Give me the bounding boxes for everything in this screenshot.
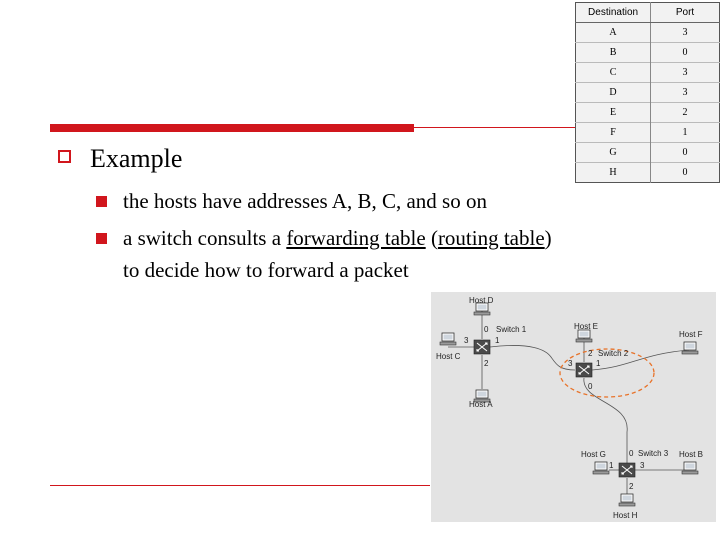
cell-destination: B — [576, 43, 651, 63]
header-port: Port — [651, 3, 720, 23]
cell-destination: F — [576, 123, 651, 143]
host-f-label: Host F — [679, 330, 703, 339]
host-b-label: Host B — [679, 450, 704, 459]
footer-rule — [50, 485, 430, 486]
host-d-label: Host D — [469, 296, 494, 305]
bullet-switch-prefix: a switch consults a — [123, 226, 287, 250]
host-h-icon — [619, 494, 635, 506]
cell-destination: C — [576, 63, 651, 83]
switch-2-label: Switch 2 — [598, 349, 629, 358]
switch-2-port-3: 3 — [568, 359, 573, 368]
bullet-hosts: the hosts have addresses A, B, C, and so on — [123, 189, 487, 213]
bullet-switch-suffix: ) — [544, 226, 552, 250]
cell-port: 2 — [651, 103, 720, 123]
bullet-switch-middle: ( — [425, 226, 438, 250]
table-row — [576, 143, 720, 163]
switch-2-port-1: 1 — [596, 359, 601, 368]
switch-1-port-0: 0 — [484, 325, 489, 334]
cell-destination: G — [576, 143, 651, 163]
table-row — [576, 63, 720, 83]
host-h-label: Host H — [613, 511, 638, 520]
host-c-label: Host C — [436, 352, 461, 361]
host-g-label: Host G — [581, 450, 606, 459]
bullet-switch — [123, 223, 552, 253]
cell-destination: D — [576, 83, 651, 103]
table-header-row — [576, 3, 720, 23]
table-row — [576, 103, 720, 123]
slide-heading: Example — [90, 144, 183, 173]
header-destination: Destination — [576, 3, 651, 23]
cell-destination: A — [576, 23, 651, 43]
cell-port: 1 — [651, 123, 720, 143]
filled-square-bullet-icon — [96, 233, 107, 244]
filled-square-bullet-icon — [96, 196, 107, 207]
cell-port: 0 — [651, 143, 720, 163]
term-routing-table: routing table — [437, 226, 545, 250]
host-b-icon — [682, 462, 698, 474]
switch-1-icon — [474, 340, 490, 354]
table-row — [576, 123, 720, 143]
cell-port: 3 — [651, 63, 720, 83]
network-diagram — [431, 292, 716, 522]
switch-2-icon — [576, 363, 592, 377]
cell-port: 0 — [651, 43, 720, 63]
cell-destination: H — [576, 163, 651, 183]
table-row — [576, 163, 720, 183]
switch-1-port-1: 1 — [495, 336, 500, 345]
switch-3-port-0: 0 — [629, 449, 634, 458]
switch-3-icon — [619, 463, 635, 477]
forwarding-table — [575, 2, 720, 183]
host-g-icon — [593, 462, 609, 474]
table-row — [576, 43, 720, 63]
table-row — [576, 83, 720, 103]
table-row — [576, 23, 720, 43]
bullet-switch-continuation: to decide how to forward a packet — [123, 258, 409, 282]
switch-3-port-1: 1 — [609, 461, 614, 470]
cell-destination: E — [576, 103, 651, 123]
title-rule-thick — [50, 124, 414, 132]
switch-1-label: Switch 1 — [496, 325, 527, 334]
host-e-icon — [576, 330, 592, 342]
cell-port: 3 — [651, 83, 720, 103]
host-c-icon — [440, 333, 456, 345]
switch-1-port-3: 3 — [464, 336, 469, 345]
switch-3-port-3: 3 — [640, 461, 645, 470]
switch-2-port-0: 0 — [588, 382, 593, 391]
host-f-icon — [682, 342, 698, 354]
host-e-label: Host E — [574, 322, 599, 331]
hollow-square-bullet-icon — [58, 150, 71, 163]
switch-3-port-2: 2 — [629, 482, 634, 491]
switch-3-label: Switch 3 — [638, 449, 669, 458]
switch-2-port-2: 2 — [588, 349, 593, 358]
host-a-label: Host A — [469, 400, 493, 409]
term-forwarding-table: forwarding table — [286, 226, 426, 250]
switch-1-port-2: 2 — [484, 359, 489, 368]
cell-port: 0 — [651, 163, 720, 183]
cell-port: 3 — [651, 23, 720, 43]
